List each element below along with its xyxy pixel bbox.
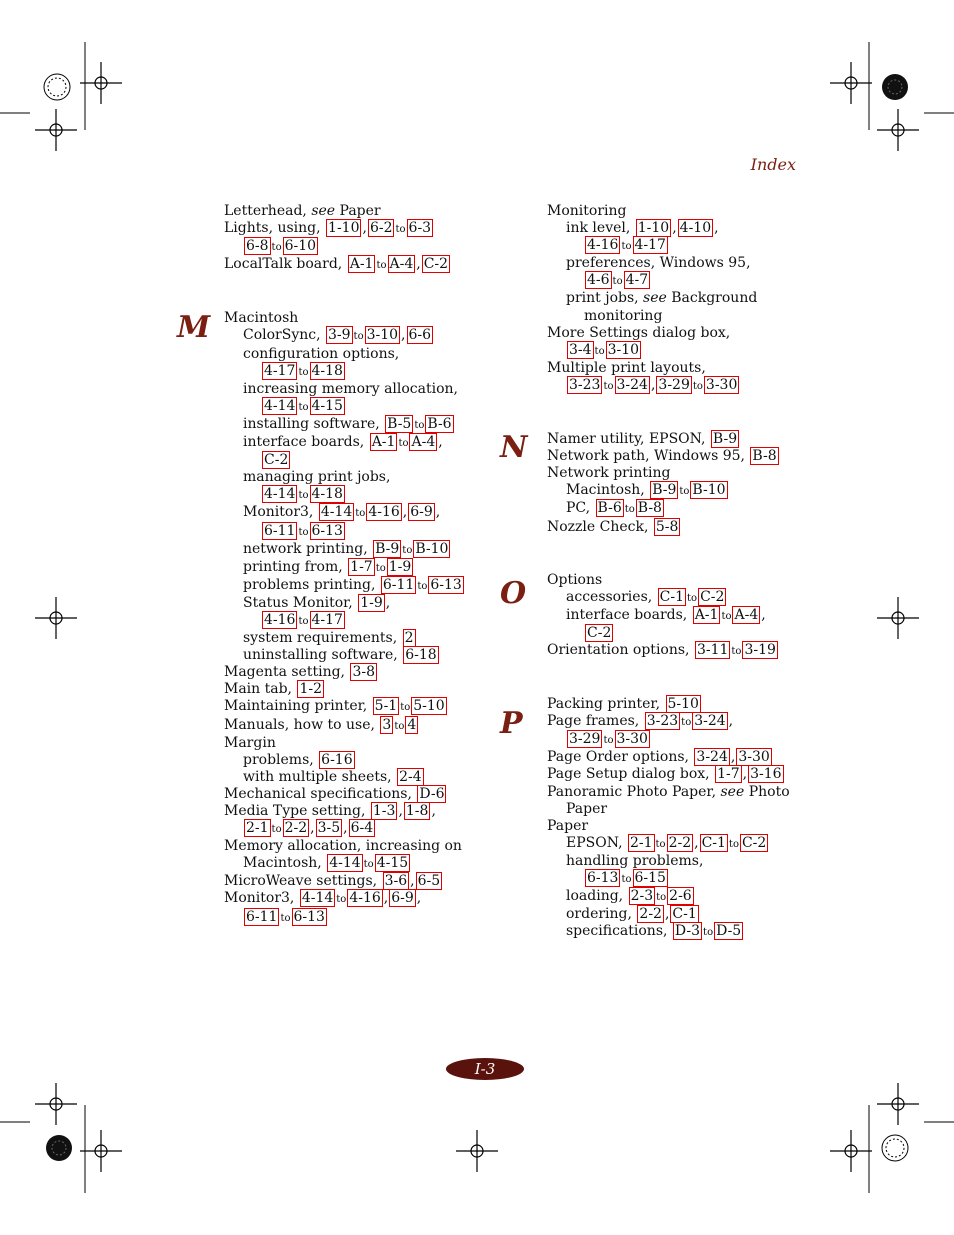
to-text: to — [679, 486, 690, 498]
page-ref-link[interactable]: 3-29 — [569, 731, 601, 748]
index-entry — [224, 717, 464, 735]
page-ref-link[interactable]: D-5 — [716, 923, 742, 940]
index-entry — [224, 786, 464, 803]
entry-text: LocalTalk board, — [224, 256, 343, 273]
page-ref-link[interactable]: 3 — [382, 716, 392, 733]
index-entry — [224, 559, 464, 577]
index-entry — [547, 448, 787, 465]
page-ref-link[interactable]: 2-2 — [284, 820, 308, 837]
page-ref-link[interactable]: 6-5 — [417, 873, 441, 890]
page-ref-link[interactable]: 2 — [404, 630, 414, 647]
index-entry: Options — [547, 571, 603, 588]
section-letter-o: O — [500, 576, 527, 611]
page-ref-link[interactable]: 2-3 — [630, 888, 654, 905]
entry-text: installing software, — [243, 415, 380, 432]
index-entry — [224, 416, 464, 434]
entry-text: MicroWeave settings, — [224, 873, 378, 890]
index-entry — [224, 486, 464, 504]
page-ref-link[interactable]: 3-24 — [694, 713, 726, 730]
page-ref-link[interactable]: B-9 — [652, 482, 677, 499]
page-ref-link[interactable]: C-2 — [264, 452, 289, 469]
page-ref-link[interactable]: A-4 — [734, 606, 759, 623]
page-ref-link[interactable]: 4-10 — [679, 220, 712, 237]
index-entry: 2-1 to 2-2 , 3-5 , 6-4 — [246, 820, 374, 837]
page-ref-link[interactable]: 3-11 — [696, 641, 729, 658]
entry-text: Macintosh, — [243, 855, 322, 872]
index-entry — [224, 523, 464, 541]
page-ref-link[interactable]: 6-15 — [634, 870, 666, 886]
to-text: to — [703, 927, 714, 939]
page-ref-link[interactable]: 4-14 — [329, 855, 361, 872]
page-ref-link[interactable]: C-1 — [701, 834, 726, 851]
section-letter-m: M — [177, 310, 211, 345]
entry-text: Panoramic Photo Paper, — [547, 783, 721, 800]
index-entry — [224, 238, 464, 256]
page-ref-link[interactable]: 6-9 — [410, 504, 433, 521]
to-text: to — [402, 544, 413, 556]
index-entry — [547, 888, 787, 906]
entry-text: ColorSync, — [243, 327, 321, 344]
page-ref-link[interactable]: C-1 — [672, 906, 697, 923]
entry-text: Namer utility, EPSON, — [547, 431, 706, 448]
index-entry — [547, 237, 787, 255]
entry-text: Page Setup dialog box, — [547, 766, 710, 783]
page-ref-link[interactable]: 3-9 — [328, 327, 351, 344]
page-ref-link[interactable]: 1-3 — [372, 803, 396, 819]
page-ref-link[interactable]: 1-10 — [328, 220, 360, 237]
index-entry — [224, 664, 464, 681]
index-entry: Lights, using, 1-10 , 6-2 to 6-3 — [224, 220, 432, 237]
page-ref-link[interactable]: C-2 — [587, 624, 612, 641]
to-text: to — [612, 276, 623, 288]
index-entry: Paper — [547, 817, 589, 834]
entry-text: printing from, — [243, 558, 343, 575]
page-ref-link[interactable]: 3-23 — [569, 376, 601, 393]
index-entry — [224, 541, 464, 559]
index-entry — [547, 500, 787, 518]
entry-text: Status Monitor, — [243, 594, 353, 611]
index-entry: EPSON, 2-1 to 2-2 , C-1 to C-2 — [566, 834, 767, 851]
entry-text: print jobs, — [566, 290, 644, 307]
page-ref-link[interactable]: 6-18 — [405, 647, 437, 664]
entry-text: Packing printer, — [547, 696, 661, 713]
index-entry: Monitoring — [547, 203, 627, 219]
page-ref-link[interactable]: D-6 — [419, 785, 445, 802]
page-ref-link[interactable]: 1-7 — [350, 558, 373, 575]
index-entry: Margin — [224, 734, 276, 751]
index-entry: monitoring — [584, 307, 663, 324]
page-ref-link[interactable]: 4-6 — [587, 272, 610, 289]
entry-text: Main tab, — [224, 681, 293, 698]
entry-text: Paper — [335, 203, 381, 219]
page-ref-link[interactable]: 4-7 — [625, 272, 649, 289]
entry-text: EPSON, — [566, 834, 623, 851]
index-entry — [547, 290, 787, 307]
index-entry — [224, 363, 464, 381]
page-ref-link[interactable]: 2-6 — [669, 888, 692, 905]
entry-text: Letterhead, — [224, 203, 312, 219]
entry-text: Magenta setting, — [224, 664, 345, 681]
index-entry — [547, 783, 790, 801]
page-ref-link[interactable]: 4-16 — [368, 504, 400, 521]
to-text: to — [298, 490, 309, 502]
entry-text: Macintosh, — [566, 482, 645, 499]
to-text: to — [336, 894, 347, 906]
index-entry: Monitor3, 4-14 to 4-16 , 6-9 , — [224, 890, 422, 907]
see-text: see — [311, 203, 336, 219]
index-entry — [547, 923, 787, 941]
to-text: to — [731, 645, 742, 657]
page-ref-link[interactable]: 4-14 — [320, 504, 353, 521]
to-text: to — [687, 592, 698, 604]
page-ref-link[interactable]: B-6 — [427, 415, 452, 432]
index-entry — [224, 909, 464, 927]
page-ref-link[interactable]: 6-3 — [408, 220, 432, 237]
index-entry: Page Order options, 3-24 , 3-30 — [547, 749, 770, 766]
index-entry: interface boards, A-1 to A-4 , — [243, 434, 443, 451]
to-text: to — [394, 720, 405, 732]
page-ref-link[interactable]: B-8 — [637, 500, 662, 517]
page-ref-link[interactable]: 3-23 — [646, 713, 679, 730]
to-text: to — [621, 874, 632, 885]
index-entry: ink level, 1-10 , 4-10 , — [566, 220, 719, 237]
page-ref-link[interactable]: 3-29 — [658, 376, 690, 393]
page-ref-link[interactable]: 4-14 — [264, 486, 296, 503]
page-ref-link[interactable]: 4-14 — [264, 397, 296, 414]
page-ref-link[interactable]: B-10 — [415, 540, 449, 557]
entry-text: PC, — [566, 500, 591, 517]
page-ref-link[interactable]: 3-10 — [366, 327, 399, 344]
page-ref-link[interactable]: 6-4 — [350, 820, 374, 837]
index-entry — [547, 519, 787, 536]
page-ref-link[interactable]: 4-18 — [311, 486, 343, 503]
page-ref-link[interactable]: 6-13 — [430, 576, 462, 593]
entry-text: Maintaining printer, — [224, 698, 368, 715]
page-ref-link[interactable]: 4-15 — [376, 855, 409, 872]
page-ref-link[interactable]: 6-11 — [382, 576, 415, 593]
page-ref-link[interactable]: 1-7 — [717, 766, 740, 783]
page-ref-link[interactable]: 2-1 — [629, 834, 653, 851]
to-text: to — [376, 260, 387, 272]
index-entry — [547, 431, 787, 448]
page-ref-link[interactable]: D-3 — [674, 923, 701, 940]
page-ref-link[interactable]: 3-24 — [616, 376, 648, 393]
index-entry — [547, 342, 787, 360]
page-ref-link[interactable]: 6-6 — [408, 327, 432, 344]
to-text: to — [417, 580, 428, 592]
page-ref-link[interactable]: 4-17 — [264, 362, 296, 379]
page-ref-link[interactable]: 3-16 — [750, 766, 782, 783]
to-text: to — [656, 892, 667, 904]
page-ref-link[interactable]: C-2 — [700, 588, 725, 605]
entry-text: Lights, using, — [224, 220, 321, 237]
page-ref-link[interactable]: A-1 — [349, 256, 374, 273]
page-ref-link[interactable]: 3-5 — [317, 820, 341, 837]
to-text: to — [655, 838, 666, 850]
page-ref-link[interactable]: 4-18 — [311, 362, 343, 379]
page-ref-link[interactable]: 6-13 — [587, 870, 619, 886]
entry-text: Orientation options, — [547, 641, 690, 658]
page-ref-link[interactable]: 6-11 — [264, 522, 296, 539]
page-number-badge: I-3 — [446, 1058, 524, 1080]
page-ref-link[interactable]: 3-4 — [569, 341, 592, 358]
page-ref-link[interactable]: B-10 — [692, 482, 726, 499]
to-text: to — [414, 419, 425, 431]
index-entry: Multiple print layouts, — [547, 359, 706, 376]
index-entry: Monitor3, 4-14 to 4-16 , 6-9 , — [243, 504, 441, 521]
entry-text: Nozzle Check, — [547, 518, 649, 535]
entry-text: Monitor3, — [224, 890, 295, 907]
entry-text: problems, — [243, 751, 314, 768]
page-ref-link[interactable]: 2-1 — [246, 820, 269, 837]
to-text: to — [603, 735, 614, 747]
index-entry — [224, 203, 464, 220]
page-ref-link[interactable]: 3-6 — [384, 873, 408, 890]
index-entry — [224, 752, 464, 769]
page-ref-link[interactable]: 1-9 — [388, 558, 412, 575]
entry-text: network printing, — [243, 540, 368, 557]
to-text: to — [621, 241, 632, 253]
page-ref-link[interactable]: 2-4 — [399, 768, 422, 785]
index-entry: ColorSync, 3-9 to 3-10 , 6-6 — [243, 327, 432, 344]
page-ref-link[interactable]: B-9 — [375, 540, 400, 557]
entry-text: system requirements, — [243, 630, 398, 647]
index-entry — [547, 625, 787, 642]
see-text: see — [720, 783, 745, 800]
index-column-left — [224, 203, 464, 927]
index-entry: handling problems, — [566, 852, 704, 869]
index-entry: preferences, Windows 95, — [566, 255, 751, 272]
to-text: to — [355, 508, 366, 520]
to-text: to — [728, 838, 739, 850]
index-entry — [547, 589, 787, 607]
to-text: to — [681, 717, 692, 729]
page-ref-link[interactable]: 6-16 — [321, 751, 353, 768]
to-text: to — [298, 366, 309, 378]
to-text: to — [298, 615, 309, 627]
page-ref-link[interactable]: A-4 — [411, 434, 436, 451]
index-entry — [547, 731, 787, 749]
page-ref-link[interactable]: 3-10 — [607, 341, 640, 358]
page-ref-link[interactable]: 6-13 — [311, 522, 343, 539]
index-entry: LocalTalk board, A-1 to A-4 , C-2 — [224, 256, 449, 273]
index-entry: Paper — [566, 800, 608, 817]
page-ref-link[interactable]: 3-30 — [738, 749, 770, 766]
entry-text: loading, — [566, 888, 624, 905]
page-ref-link[interactable]: 5-10 — [413, 698, 445, 715]
page-ref-link[interactable]: 4-15 — [311, 397, 343, 414]
page-ref-link[interactable]: 6-9 — [391, 890, 414, 907]
page-ref-link[interactable]: 5-10 — [667, 696, 699, 713]
page-header-title: Index — [750, 155, 796, 174]
entry-text: Network path, Windows 95, — [547, 448, 745, 465]
entry-text: Monitor3, — [243, 504, 314, 521]
page-ref-link[interactable]: A-1 — [694, 606, 719, 623]
page-ref-link[interactable]: 3-19 — [744, 641, 776, 658]
to-text: to — [280, 912, 291, 924]
page-ref-link[interactable]: 3-24 — [696, 749, 728, 766]
to-text: to — [692, 380, 703, 392]
section-letter-n: N — [500, 430, 528, 465]
page-ref-link[interactable]: A-4 — [389, 256, 414, 273]
page-ref-link[interactable]: 5-8 — [655, 518, 679, 535]
index-entry: Macintosh — [224, 310, 299, 327]
page-ref-link[interactable]: 6-10 — [284, 238, 317, 255]
index-entry — [224, 612, 464, 630]
index-entry: Page frames, 3-23 to 3-24 , — [547, 713, 734, 730]
to-text: to — [624, 504, 635, 516]
index-entry: MicroWeave settings, 3-6 , 6-5 — [224, 873, 441, 890]
index-entry: interface boards, A-1 to A-4 , — [566, 606, 766, 623]
to-text: to — [603, 380, 614, 392]
index-entry: Memory allocation, increasing on — [224, 838, 462, 855]
index-entry — [547, 870, 787, 888]
entry-text: accessories, — [566, 588, 653, 605]
entry-text: Media Type setting, — [224, 803, 366, 819]
page-ref-link[interactable]: A-1 — [371, 434, 396, 451]
page-ref-link[interactable]: 2-2 — [639, 906, 662, 923]
index-entry — [224, 681, 464, 698]
entry-text: Page Order options, — [547, 749, 689, 766]
see-text: see — [643, 290, 667, 307]
index-entry: Status Monitor, 1-9 , — [243, 594, 391, 611]
index-entry — [224, 769, 464, 786]
page-ref-link[interactable]: C-2 — [423, 256, 449, 273]
page-ref-link[interactable]: 3-30 — [616, 731, 648, 748]
entry-text: specifications, — [566, 923, 668, 940]
to-text: to — [271, 242, 282, 254]
index-entry: Network printing — [547, 465, 671, 482]
index-entry — [224, 647, 464, 664]
page-ref-link[interactable]: 1-8 — [405, 803, 429, 819]
index-entry: Media Type setting, 1-3 , 1-8 , — [224, 803, 436, 819]
index-entry — [224, 398, 464, 416]
page-ref-link[interactable]: B-9 — [712, 431, 738, 448]
page-ref-link[interactable]: 4-16 — [264, 611, 296, 628]
entry-text: Mechanical specifications, — [224, 785, 412, 802]
page-ref-link[interactable]: 5-1 — [374, 698, 398, 715]
page-ref-link[interactable]: 4-14 — [301, 890, 334, 907]
page-ref-link[interactable]: 4 — [407, 716, 417, 733]
entry-text: Page frames, — [547, 713, 640, 730]
index-entry: configuration options, — [243, 345, 400, 362]
to-text: to — [298, 526, 309, 538]
page-ref-link[interactable]: 6-8 — [246, 238, 269, 255]
index-entry: More Settings dialog box, — [547, 324, 731, 341]
to-text: to — [395, 224, 406, 236]
section-letter-p: P — [500, 706, 523, 741]
index-entry — [224, 698, 464, 716]
index-entry — [547, 482, 787, 500]
page-ref-link[interactable]: 3-8 — [352, 664, 375, 681]
entry-text: with multiple sheets, — [243, 768, 392, 785]
index-entry: 3-23 to 3-24 , 3-29 to 3-30 — [569, 376, 738, 393]
page-ref-link[interactable]: 6-2 — [369, 220, 393, 237]
page-ref-link[interactable]: B-6 — [597, 500, 622, 517]
entry-text: ink level, — [566, 220, 631, 237]
page-ref-link[interactable]: 4-16 — [587, 237, 619, 254]
page-ref-link[interactable]: 6-11 — [246, 908, 278, 925]
page-ref-link[interactable]: 6-13 — [293, 908, 325, 925]
page-ref-link[interactable]: B-8 — [752, 448, 777, 465]
to-text: to — [398, 438, 409, 450]
index-entry — [547, 642, 787, 660]
entry-text: Background — [666, 290, 758, 307]
entry-text: problems printing, — [243, 576, 376, 593]
entry-text: uninstalling software, — [243, 647, 398, 664]
page-ref-link[interactable]: 4-17 — [634, 237, 666, 254]
to-text: to — [375, 562, 386, 574]
index-entry: Page Setup dialog box, 1-7 , 3-16 — [547, 766, 782, 783]
index-entry — [224, 855, 464, 873]
to-text: to — [400, 702, 411, 714]
page-ref-link[interactable]: 1-10 — [637, 220, 670, 237]
index-entry — [224, 577, 464, 595]
entry-text: Manuals, how to use, — [224, 716, 375, 733]
index-entry: ordering, 2-2 , C-1 — [566, 906, 697, 923]
entry-text: interface boards, — [243, 434, 365, 451]
to-text: to — [363, 859, 374, 871]
page-ref-link[interactable]: 4-17 — [311, 611, 343, 628]
to-text: to — [721, 610, 732, 622]
index-entry — [224, 452, 464, 469]
index-entry — [547, 696, 787, 713]
entry-text: Photo — [744, 783, 790, 800]
page-ref-link[interactable]: 4-16 — [349, 890, 381, 907]
page-ref-link[interactable]: 3-30 — [705, 376, 738, 393]
page-ref-link[interactable]: 1-9 — [360, 594, 383, 611]
to-text: to — [353, 331, 364, 343]
index-entry: increasing memory allocation, — [243, 380, 458, 397]
entry-text: ordering, — [566, 906, 632, 923]
index-entry — [547, 272, 787, 290]
page-ref-link[interactable]: C-1 — [659, 588, 685, 605]
index-entry — [224, 630, 464, 647]
page-ref-link[interactable]: 1-2 — [299, 681, 323, 698]
page-ref-link[interactable]: 2-2 — [668, 834, 692, 851]
to-text: to — [271, 824, 282, 836]
to-text: to — [298, 401, 309, 413]
page-ref-link[interactable]: C-2 — [741, 834, 767, 851]
entry-text: interface boards, — [566, 606, 688, 623]
page-ref-link[interactable]: B-5 — [387, 415, 412, 432]
index-entry: managing print jobs, — [243, 469, 391, 486]
index-column-right — [547, 203, 790, 941]
to-text: to — [594, 345, 605, 357]
